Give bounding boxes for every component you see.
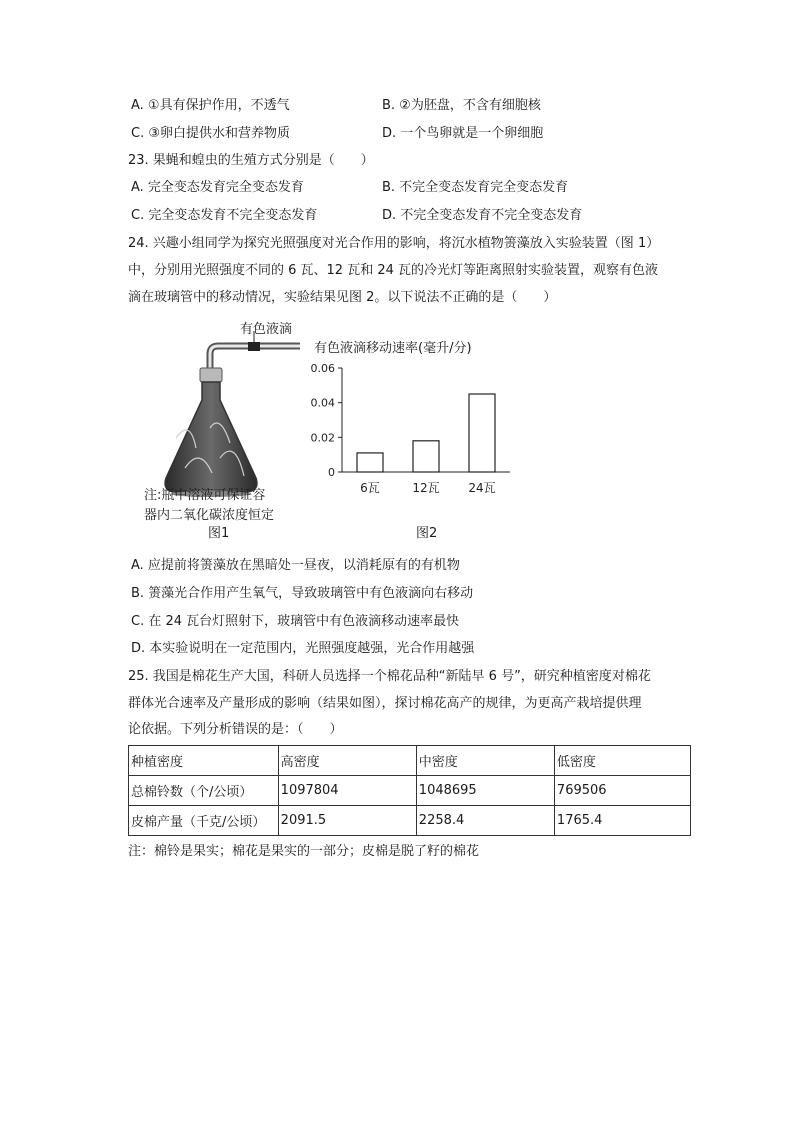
q24-option-d: D. 本实验说明在一定范围内，光照强度越强，光合作用越强 [131,641,475,656]
q25-table-note: 注：棉铃是果实；棉花是果实的一部分；皮棉是脱了籽的棉花 [128,844,480,859]
q25-stem-line-3: 论依据。下列分析错误的是：（ ） [128,722,343,737]
chart-x-tick-label: 6瓦 [360,481,380,495]
q23-option-c: C. 完全变态发育不完全变态发育 [131,208,318,223]
table-cell: 2258.4 [416,806,554,836]
table-header-row [129,746,691,776]
chart-bar-3 [469,394,495,472]
chart-y-tick-label: 0 [328,466,335,479]
chart-bar-2 [413,441,439,472]
chart-x-tick-label: 24瓦 [468,481,496,495]
q23-stem: 23. 果蝇和蝗虫的生殖方式分别是（ ） [128,153,374,168]
fig2-caption: 图2 [416,526,438,541]
q23-option-a: A. 完全变态发育完全变态发育 [131,180,304,195]
fig1-label-droplet: 有色液滴 [240,322,293,337]
table-header-cell: 种植密度 [129,746,279,776]
chart-y-tick-label: 0.02 [310,431,335,445]
chart-x-labels [360,481,495,495]
table-row [129,806,691,836]
planting-density-table [128,745,691,836]
fig1-note-line-2: 器内二氧化碳浓度恒定 [144,508,275,523]
figure-2-bar-chart [300,360,520,500]
chart-y-ticks [311,362,343,479]
q24-stem-line-1: 24. 兴趣小组同学为探究光照强度对光合作用的影响，将沉水植物箦藻放入实验装置（图 1） [128,236,660,251]
fig1-note-line-1: 注:瓶中溶液可保证容 [144,488,266,503]
q24-option-b: B. 箦藻光合作用产生氧气，导致玻璃管中有色液滴向右移动 [131,586,474,601]
q25-stem-line-1: 25. 我国是棉花生产大国，科研人员选择一个棉花品种“新陆早 6 号”，研究种植密度对棉花 [128,669,651,684]
stopper [200,368,222,382]
table-header-cell: 中密度 [416,746,554,776]
q24-stem-line-3: 滴在玻璃管中的移动情况，实验结果见图 2。以下说法不正确的是（ ） [128,290,557,305]
table-cell: 1048695 [416,776,554,806]
q22-option-a: A. ①具有保护作用，不透气 [131,98,290,113]
table-header-cell: 高密度 [278,746,416,776]
table-row [129,776,691,806]
q23-option-d: D. 不完全变态发育不完全变态发育 [382,208,583,223]
chart-y-tick-label: 0.06 [310,362,335,375]
q24-option-a: A. 应提前将箦藻放在黑暗处一昼夜，以消耗原有的有机物 [131,558,460,573]
q24-option-c: C. 在 24 瓦台灯照射下，玻璃管中有色液滴移动速率最快 [131,614,460,629]
q22-option-c: C. ③卵白提供水和营养物质 [131,126,290,141]
table-cell: 769506 [554,776,690,806]
flask [165,382,257,492]
q22-option-b: B. ②为胚盘，不含有细胞核 [382,98,541,113]
colored-droplet [248,342,260,351]
chart-y-tick-label: 0.04 [310,396,335,410]
chart-title: 有色液滴移动速率(毫升/分) [314,341,472,356]
q24-stem-line-2: 中，分别用光照强度不同的 6 瓦、12 瓦和 24 瓦的冷光灯等距离照射实验装置，观察有色液 [128,263,659,278]
q25-stem-line-2: 群体光合速率及产量形成的影响（结果如图），探讨棉花高产的规律，为更高产栽培提供理 [128,696,642,711]
q23-option-b: B. 不完全变态发育完全变态发育 [382,180,569,195]
table-cell: 皮棉产量（千克/公顷） [129,806,279,836]
fig1-caption: 图1 [208,526,230,541]
table-cell: 1765.4 [554,806,690,836]
chart-bar-1 [357,453,383,472]
chart-bars [357,394,495,472]
chart-x-tick-label: 12瓦 [412,481,440,495]
table-cell: 总棉铃数（个/公顷） [129,776,279,806]
table-cell: 1097804 [278,776,416,806]
table-header-cell: 低密度 [554,746,690,776]
table-cell: 2091.5 [278,806,416,836]
q22-option-d: D. 一个鸟卵就是一个卵细胞 [382,126,544,141]
